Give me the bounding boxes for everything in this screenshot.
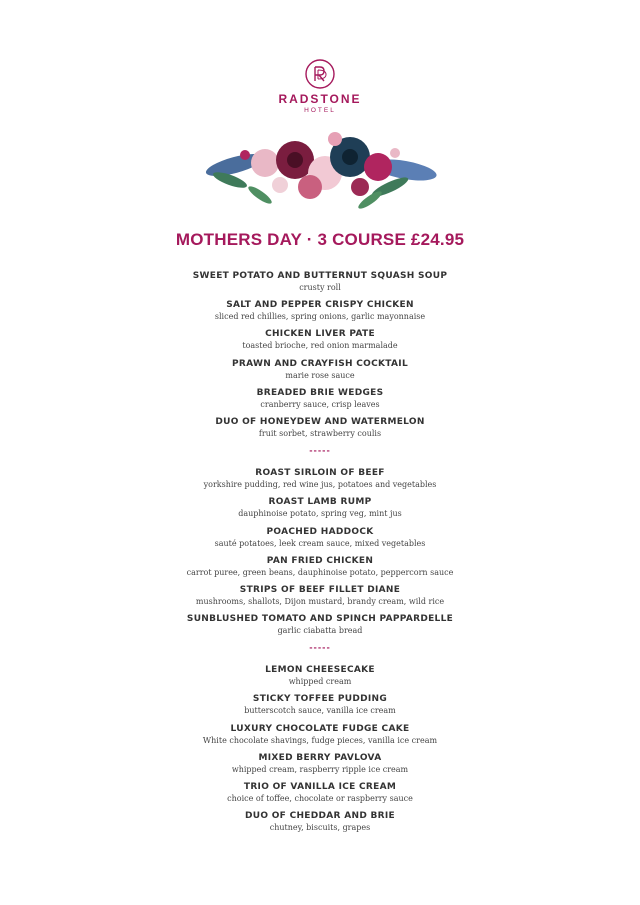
item-name: CHICKEN LIVER PATE	[265, 329, 375, 340]
item-description: chutney, biscuits, grapes	[269, 823, 371, 833]
course-divider: -----	[309, 446, 331, 456]
item-description: fruit sorbet, strawberry coulis	[258, 428, 382, 438]
item-description: marie rose sauce	[285, 370, 355, 380]
courses	[0, 270, 640, 839]
menu-item	[0, 270, 640, 299]
rd-monogram-icon	[304, 58, 336, 90]
starters-section	[0, 270, 640, 445]
brand-subtitle: HOTEL	[304, 107, 336, 114]
brand-name: RADSTONE	[278, 92, 362, 106]
menu-item	[0, 752, 640, 781]
item-name: STRIPS OF BEEF FILLET DIANE	[239, 584, 401, 595]
menu-item	[0, 555, 640, 584]
item-name: DUO OF CHEDDAR AND BRIE	[244, 811, 396, 822]
mains-section	[0, 467, 640, 642]
item-name: MIXED BERRY PAVLOVA	[258, 752, 382, 763]
menu-item	[0, 584, 640, 613]
menu-title: MOTHERS DAY · 3 COURSE £24.95	[175, 230, 465, 249]
item-description: sauté potatoes, leek cream sauce, mixed vegetables	[214, 538, 426, 548]
item-name: LEMON CHEESECAKE	[265, 665, 375, 676]
desserts-section	[0, 664, 640, 839]
item-name: ROAST LAMB RUMP	[268, 497, 372, 508]
item-description: whipped cream, raspberry ripple ice cream	[231, 764, 409, 774]
floral-decoration	[200, 125, 440, 215]
menu-item	[0, 810, 640, 839]
menu-item	[0, 781, 640, 810]
menu-item	[0, 526, 640, 555]
menu-item	[0, 467, 640, 496]
item-name: SUNBLUSHED TOMATO AND SPINCH PAPPARDELLE	[186, 614, 454, 625]
item-name: LUXURY CHOCOLATE FUDGE CAKE	[230, 723, 410, 734]
item-description: garlic ciabatta bread	[277, 626, 363, 636]
item-name: TRIO OF VANILLA ICE CREAM	[243, 782, 397, 792]
item-name: PRAWN AND CRAYFISH COCKTAIL	[231, 358, 408, 369]
item-description: butterscotch sauce, vanilla ice cream	[244, 706, 396, 716]
item-name: STICKY TOFFEE PUDDING	[252, 694, 388, 705]
hotel-logo	[270, 58, 370, 114]
item-name: SWEET POTATO AND BUTTERNUT SQUASH SOUP	[192, 271, 448, 281]
item-description: carrot puree, green beans, dauphinoise potato, peppercorn sauce	[186, 567, 454, 577]
menu-item	[0, 496, 640, 525]
item-name: ROAST SIRLOIN OF BEEF	[255, 468, 385, 479]
menu-item	[0, 416, 640, 445]
menu-item	[0, 664, 640, 693]
item-description: mushrooms, shallots, Dijon mustard, brandy cream, wild rice	[195, 596, 445, 606]
menu-item	[0, 613, 640, 642]
item-description: crusty roll	[299, 283, 341, 292]
item-name: BREADED BRIE WEDGES	[256, 387, 384, 398]
menu-item	[0, 299, 640, 328]
item-description: choice of toffee, chocolate or raspberry sauce	[227, 794, 413, 803]
item-description: sliced red chillies, spring onions, garlic mayonnaise	[214, 312, 426, 322]
menu-item	[0, 693, 640, 722]
menu-item	[0, 328, 640, 357]
item-name: POACHED HADDOCK	[266, 526, 374, 537]
menu-item	[0, 358, 640, 387]
item-description: dauphinoise potato, spring veg, mint jus	[238, 509, 402, 519]
item-description: whipped cream	[288, 677, 352, 687]
menu-item	[0, 723, 640, 752]
item-description: yorkshire pudding, red wine jus, potatoes and vegetables	[203, 480, 437, 490]
item-name: PAN FRIED CHICKEN	[266, 555, 374, 566]
item-description: White chocolate shavings, fudge pieces, vanilla ice cream	[202, 735, 438, 745]
item-name: DUO OF HONEYDEW AND WATERMELON	[215, 416, 425, 427]
item-name: SALT AND PEPPER CRISPY CHICKEN	[226, 300, 414, 311]
item-description: cranberry sauce, crisp leaves	[260, 399, 380, 409]
course-divider: -----	[309, 643, 331, 653]
menu-item	[0, 387, 640, 416]
item-description: toasted brioche, red onion marmalade	[242, 341, 398, 351]
